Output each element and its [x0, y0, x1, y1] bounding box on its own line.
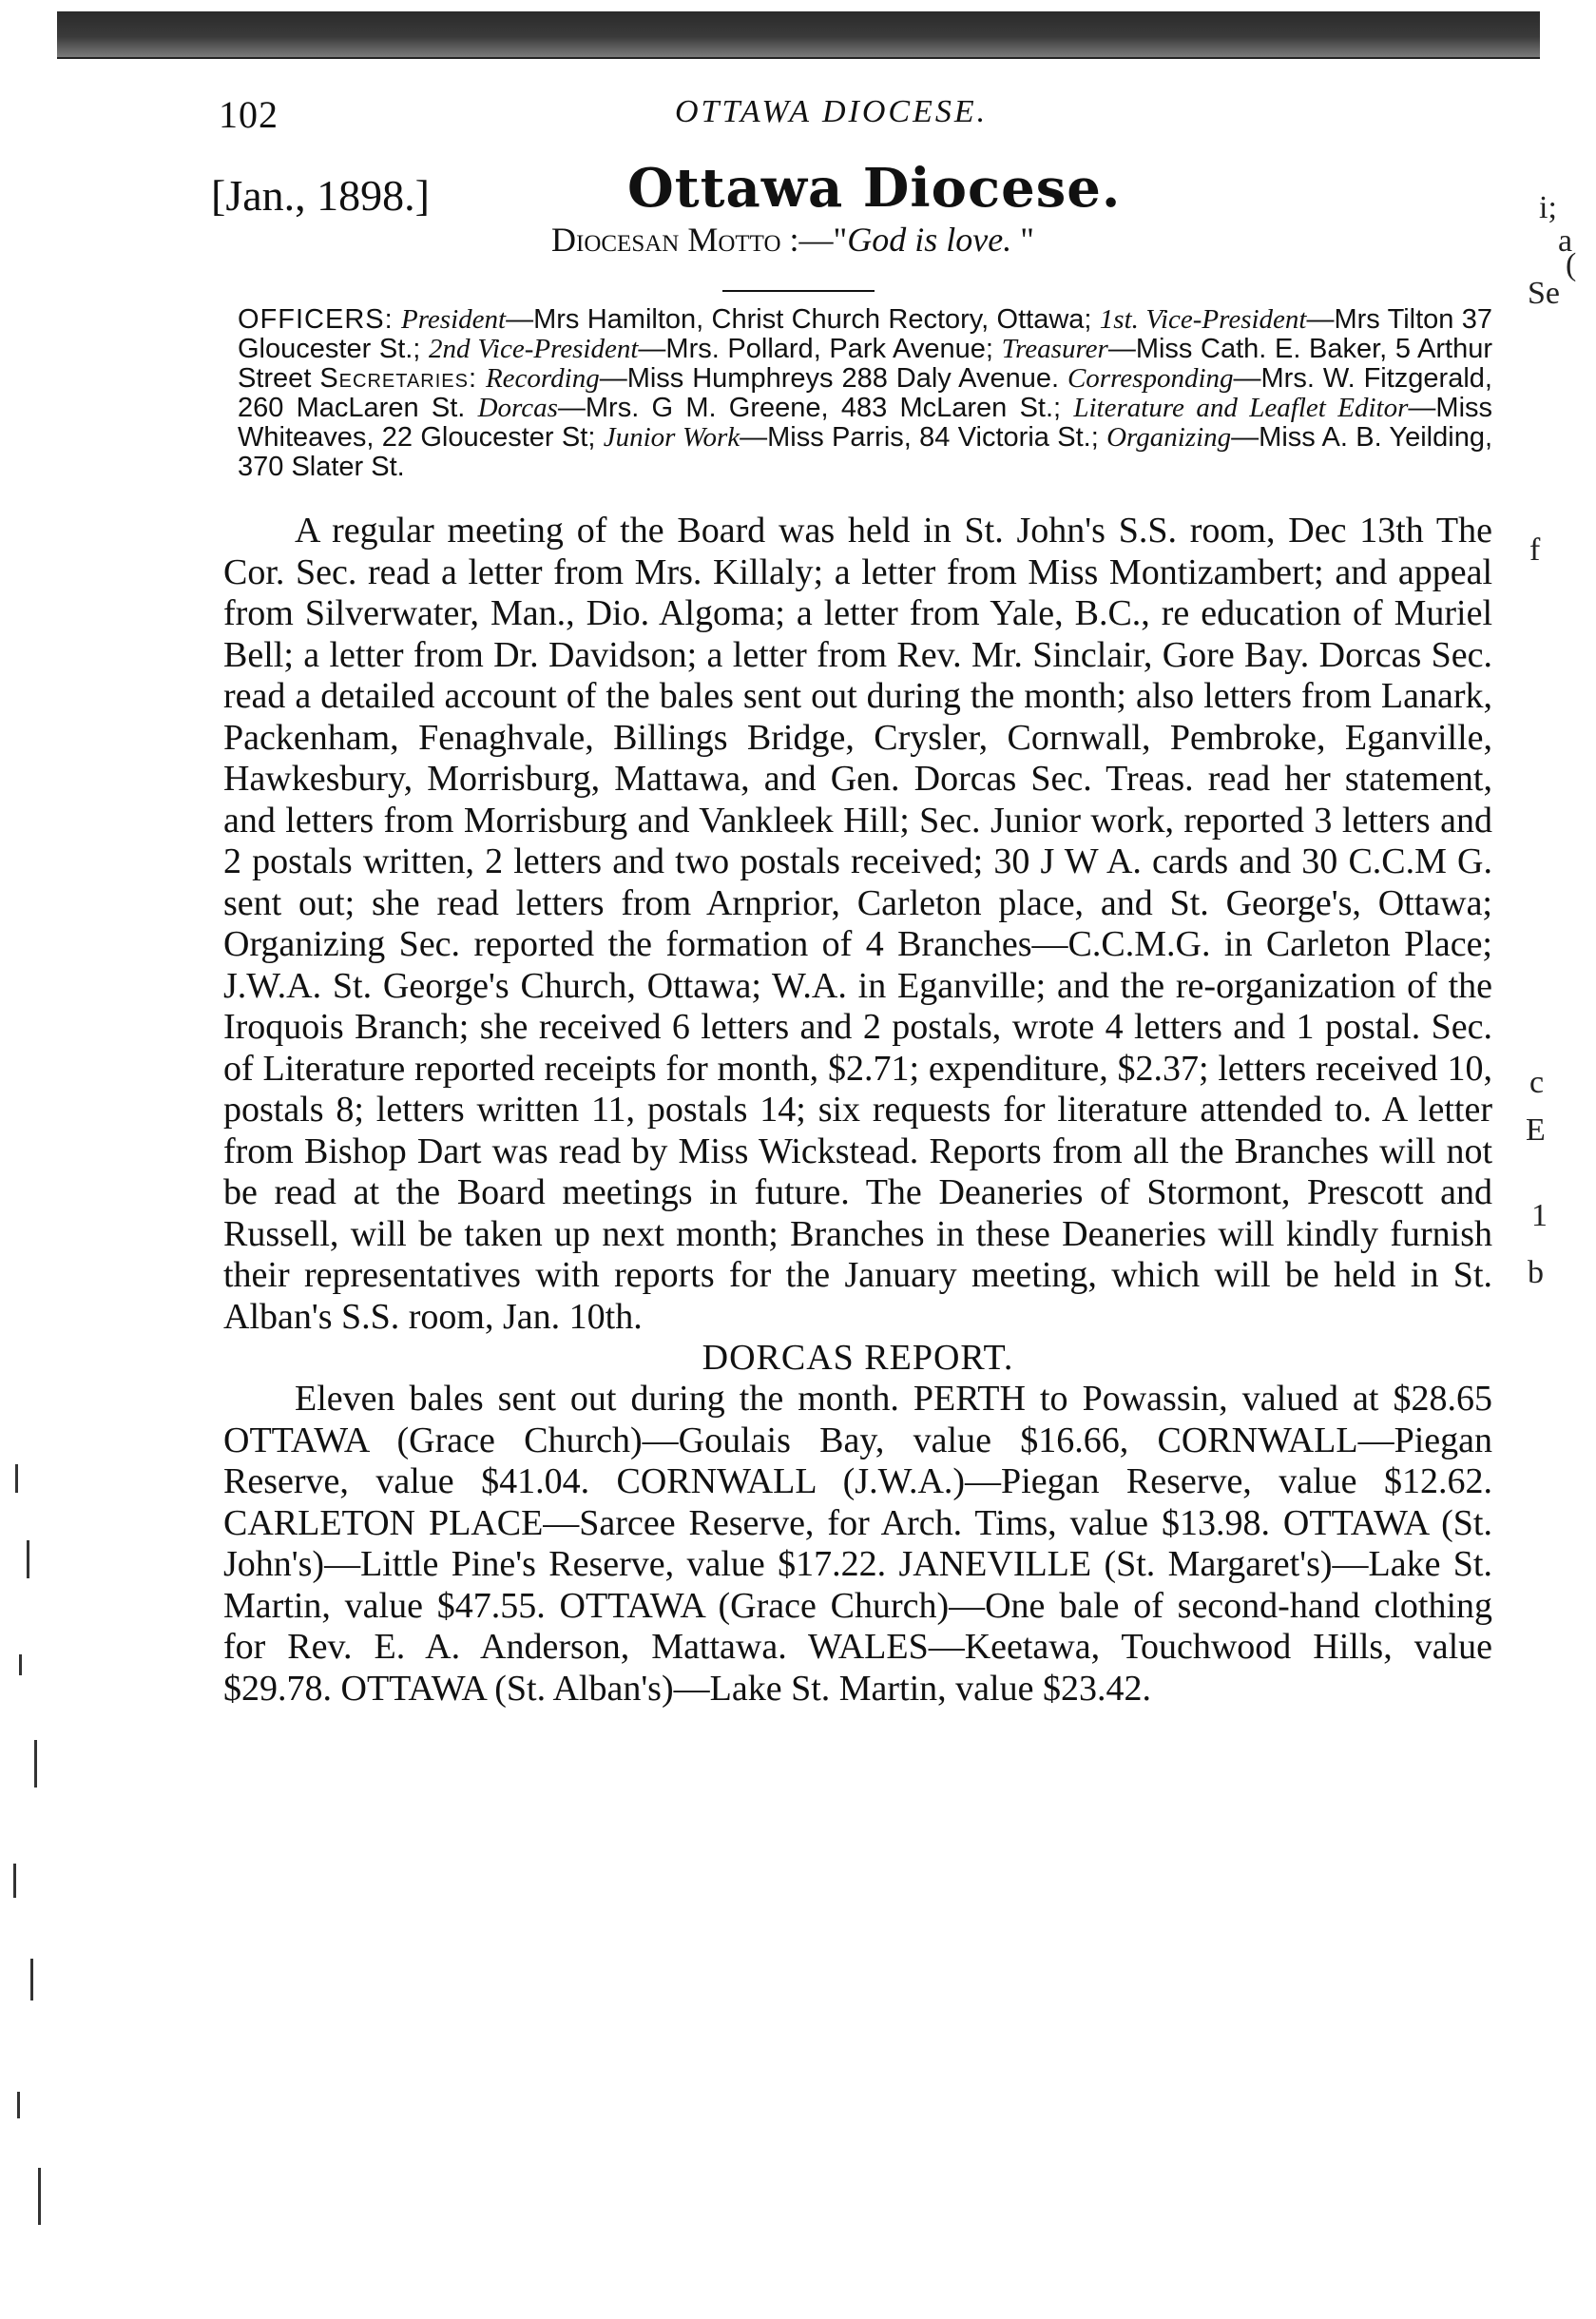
- motto-text: God is love.: [847, 221, 1012, 259]
- left-margin-specks: [6, 1426, 63, 2282]
- page-number: 102: [219, 93, 279, 136]
- officer-treasurer: —Miss Cath. E. Baker, 5 Arthur Street: [238, 334, 1492, 394]
- role-literature: Literature and Leaflet Editor: [1073, 393, 1409, 423]
- role-recording: Recording: [485, 363, 600, 394]
- adjacent-page-edge: [1520, 133, 1586, 1768]
- running-title: OTTAWA DIOCESE.: [675, 94, 989, 129]
- officer-dorcas: —Mrs. G M. Greene, 483 McLaren St.;: [557, 393, 1062, 423]
- margin-fragment: Se: [1528, 276, 1560, 311]
- margin-fragment: a: [1558, 223, 1573, 259]
- document-page: [190, 81, 1511, 1710]
- officers-label: OFFICERS:: [238, 304, 394, 335]
- margin-fragment: c: [1529, 1065, 1545, 1100]
- role-corresponding: Corresponding: [1067, 363, 1234, 394]
- margin-fragment: i;: [1539, 190, 1557, 225]
- role-president: President: [401, 304, 507, 335]
- role-dorcas: Dorcas: [477, 393, 558, 423]
- officer-president: —Mrs Hamilton, Christ Church Rectory, Ottawa;: [506, 304, 1092, 335]
- divider-rule: [722, 290, 875, 292]
- officer-junior: —Miss Parris, 84 Victoria St.;: [740, 422, 1099, 453]
- role-organizing: Organizing: [1106, 422, 1232, 453]
- officers-list: [238, 305, 1492, 482]
- role-treasurer: Treasurer: [1001, 334, 1108, 364]
- running-header: [190, 81, 1511, 138]
- margin-fragment: b: [1528, 1255, 1544, 1290]
- role-first-vp: 1st. Vice-President: [1099, 304, 1307, 335]
- role-junior: Junior Work: [603, 422, 740, 453]
- diocese-title: Ottawa Diocese.: [627, 157, 1122, 220]
- officer-first-vp: —Mrs Tilton 37 Gloucester St.;: [238, 304, 1493, 364]
- officer-recording: —Miss Humphreys 288 Daly Avenue.: [599, 363, 1060, 394]
- motto-close: ": [1011, 221, 1034, 259]
- role-second-vp: 2nd Vice-President: [429, 334, 639, 364]
- issue-date: [Jan., 1898.]: [211, 171, 430, 220]
- meeting-paragraph: A regular meeting of the Board was held in St. John's S.S. room, Dec 13th The Cor. Sec. read a letter from Mrs. Killaly; a letter from Miss Montizambert; and appeal from Silverwater, Man., Dio. Algoma; a letter from Yale, B.C., re education of Muriel Bell; a letter from Dr. Davidson; a letter from Rev. Mr. Sinclair, Gore Bay. Dorcas Sec. read a detailed account of the bales sent out during the month; also letters from Lanark, Packenham, Fenaghvale, Billings Bridge, Crysler, Cornwall, Pembroke, Eganville, Hawkesbury, Morrisburg, Mattawa, and Gen. Dorcas Sec. Treas. read her statement, and letters from Morrisburg and Vankleek Hill; Sec. Junior work, reported 3 letters and 2 postals written, 2 letters and two postals received; 30 J W A. cards and 30 C.C.M G. sent out; she read letters from Arnprior, Carleton place, and St. George's, Ottawa; Organizing Sec. reported the formation of 4 Branches—C.C.M.G. in Carleton Place; J.W.A. St. George's Church, Ottawa; W.A. in Eganville; and the re-organization of the Iroquois Branch; she received 6 letters and 2 postals, wrote 4 letters and 1 postal. Sec. of Literature reported receipts for month, $2.71; expenditure, $2.37; letters received 10, postals 8; letters written 11, postals 14; six requests for literature attended to. A letter from Bishop Dart was read by Miss Wickstead. Reports from all the Branches will not be read at the Board meetings in future. The Deaneries of Stormont, Prescott and Russell, will be taken up next month; Branches in these Deaneries will kindly furnish their representatives with reports for the January meeting, which will be held in St. Alban's S.S. room, Jan. 10th.: [223, 511, 1492, 1337]
- title-block: [190, 157, 1511, 261]
- diocesan-motto: [551, 220, 1034, 260]
- motto-label: Diocesan Motto :—": [551, 221, 848, 259]
- secretaries-label: Secretaries:: [319, 363, 478, 394]
- margin-fragment: (: [1566, 247, 1577, 282]
- officer-second-vp: —Mrs. Pollard, Park Avenue;: [638, 334, 993, 364]
- officer-corresponding: —Mrs. W. Fitzgerald, 260 MacLaren St.: [238, 363, 1492, 423]
- dorcas-report-paragraph: Eleven bales sent out during the month. PERTH to Powassin, valued at $28.65 OTTAWA (Grace Church)—Goulais Bay, value $16.66, CORNWALL—Piegan Reserve, value $41.04. CORNWALL (J.W.A.)—Piegan Reserve, value $12.62. CARLETON PLACE—Sarcee Reserve, for Arch. Tims, value $13.98. OTTAWA (St. John's)—Little Pine's Reserve, value $17.22. JANEVILLE (St. Margaret's)—Lake St. Martin, value $47.55. OTTAWA (Grace Church)—One bale of second-hand clothing for Rev. E. A. Anderson, Mattawa. WALES—Keetawa, Touchwood Hills, value $29.78. OTTAWA (St. Alban's)—Lake St. Martin, value $23.42.: [223, 1379, 1492, 1709]
- margin-fragment: 1: [1531, 1198, 1548, 1233]
- officer-literature: —Miss Whiteaves, 22 Gloucester St;: [238, 393, 1493, 453]
- article-body: [223, 511, 1492, 1710]
- margin-fragment: f: [1529, 532, 1541, 568]
- margin-fragment: E: [1526, 1112, 1546, 1148]
- scan-header-bar: [57, 11, 1540, 59]
- dorcas-report-heading: DORCAS REPORT.: [702, 1338, 1014, 1378]
- officer-organizing: —Miss A. B. Yeilding, 370 Slater St.: [238, 422, 1493, 482]
